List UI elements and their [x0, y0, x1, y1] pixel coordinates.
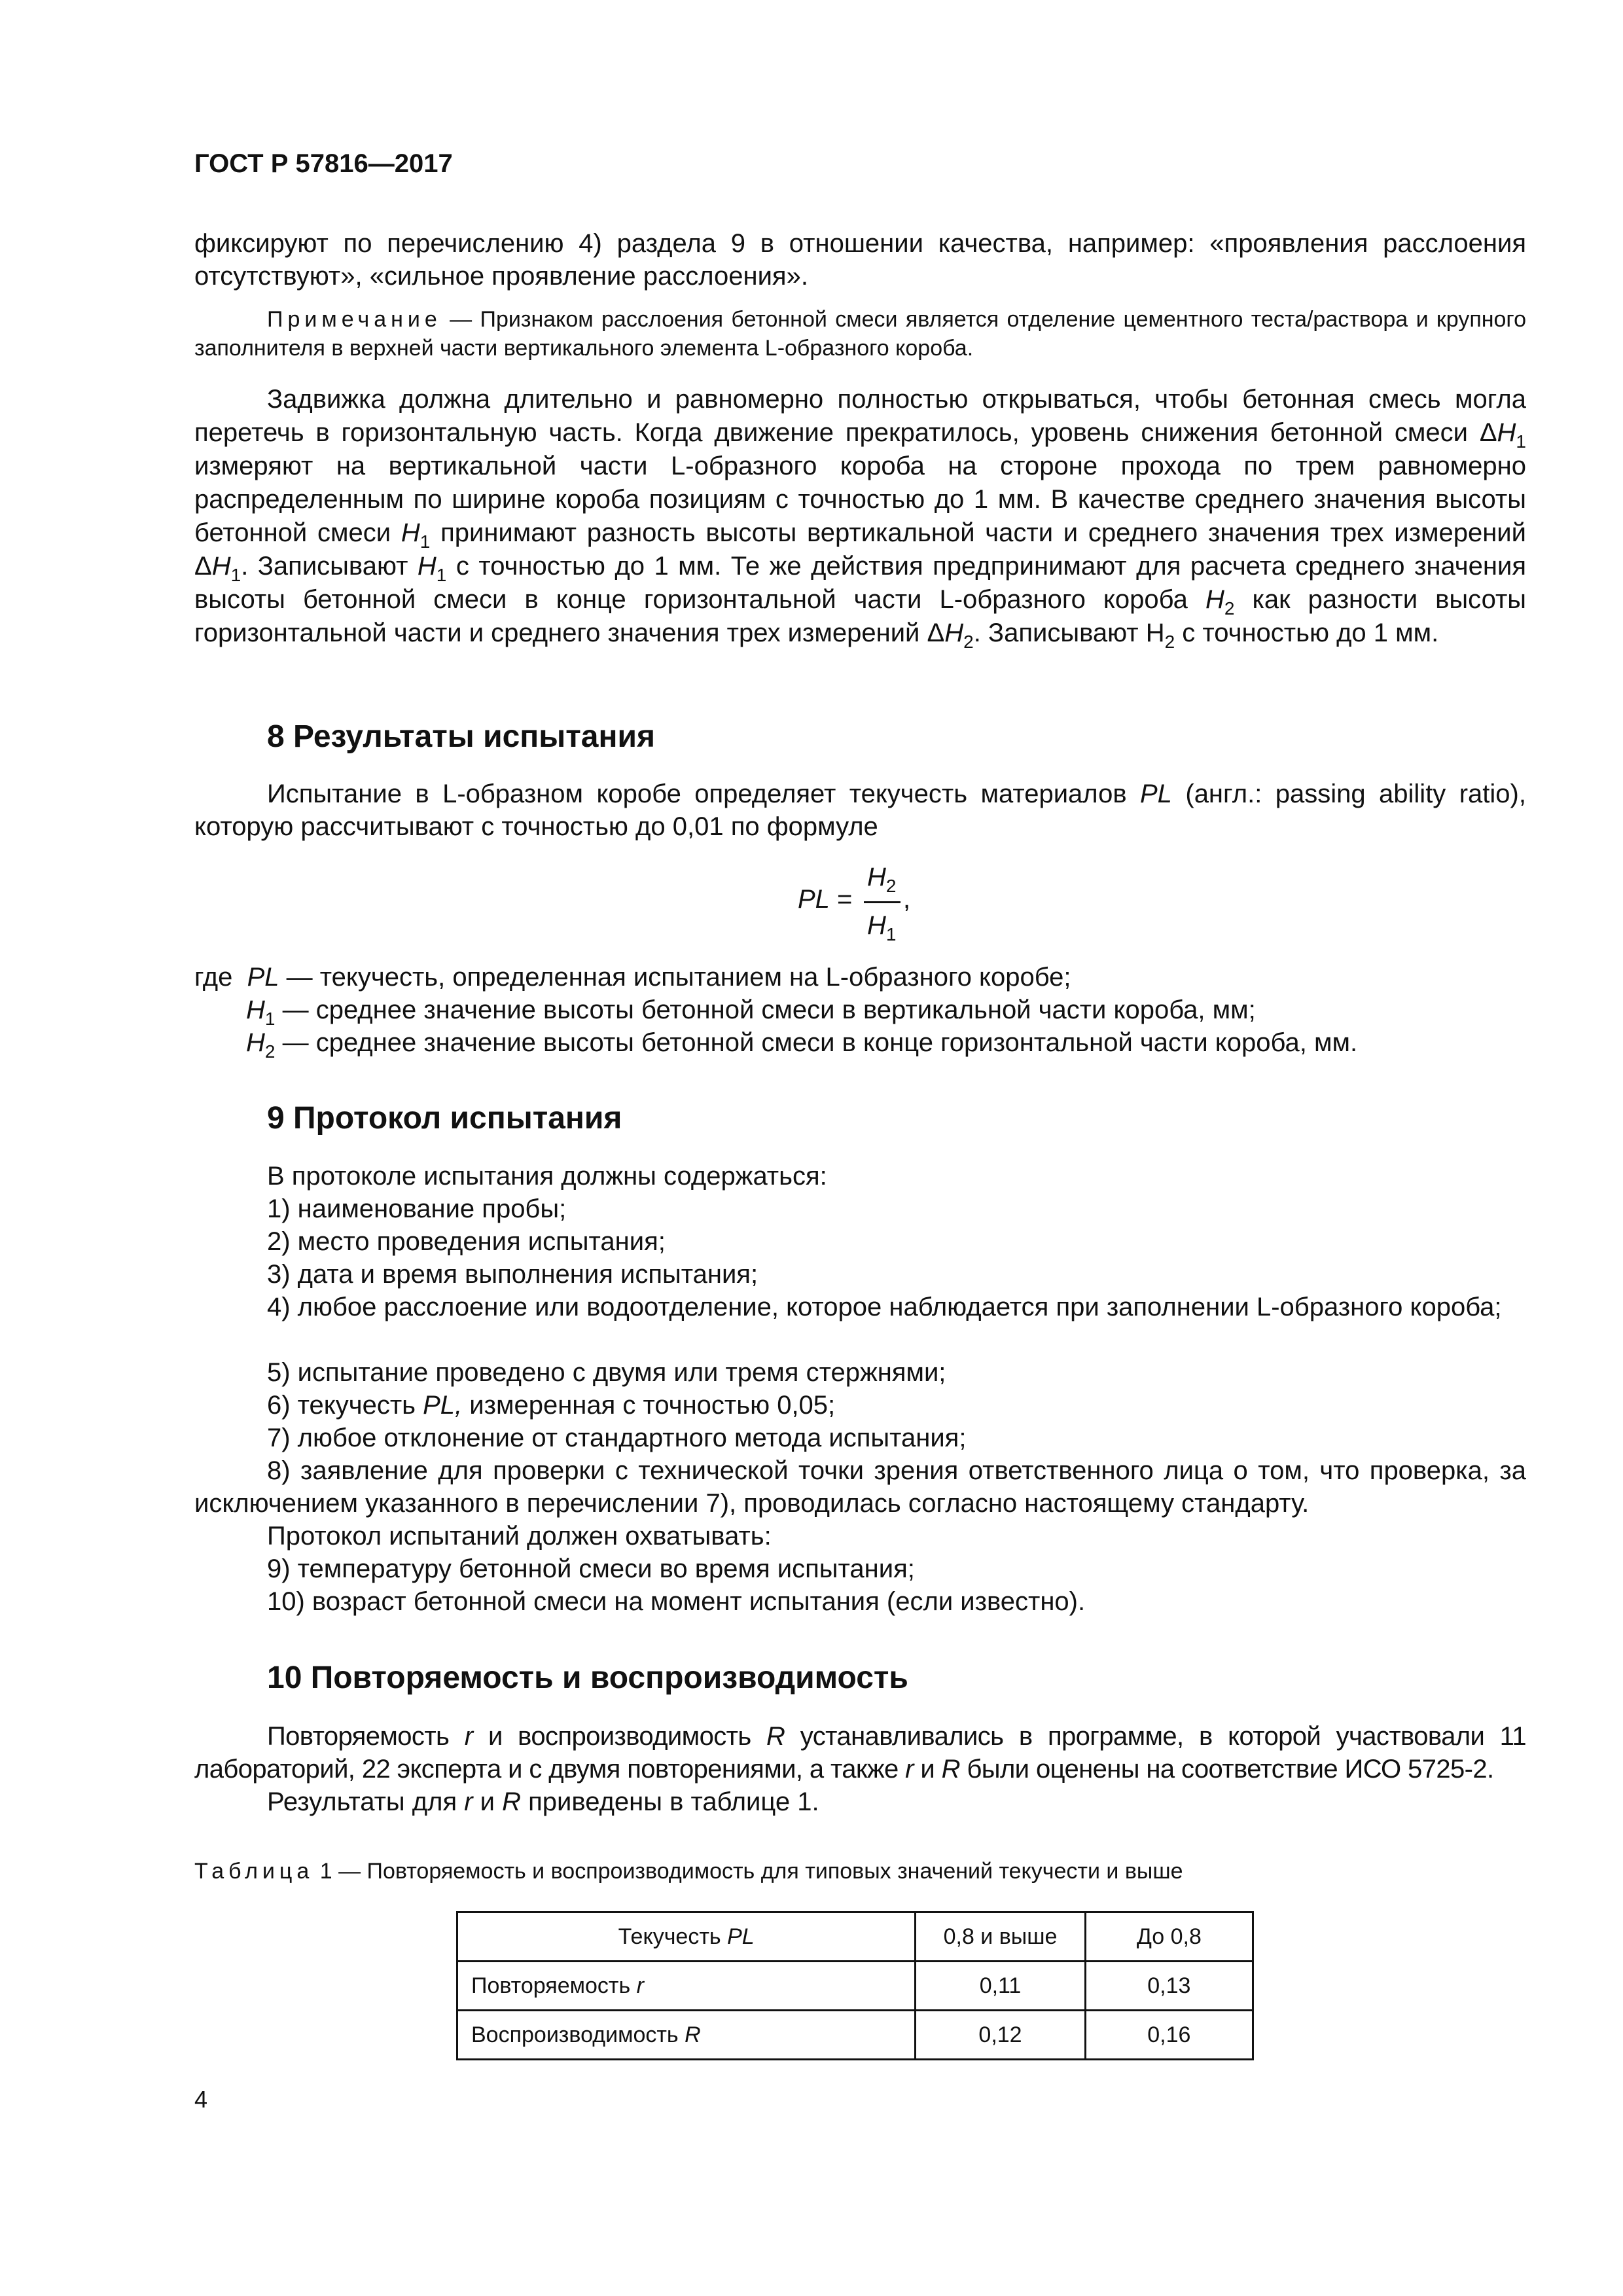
table-header-cell: 0,8 и выше	[916, 1912, 1085, 1962]
table-header-cell: Текучесть PL	[457, 1912, 916, 1962]
section-10-results: Результаты для r и R приведены в таблице 1.	[267, 1787, 819, 1816]
protocol-item-6: 6) текучесть PL, измеренная с точностью 0,05;	[267, 1391, 836, 1420]
table-cell: Повторяемость r	[457, 1962, 916, 2011]
protocol-item-9: 9) температуру бетонной смеси во время испытания;	[267, 1554, 915, 1583]
protocol-item-3: 3) дата и время выполнения испытания;	[267, 1260, 758, 1289]
section-8-title: 8 Результаты испытания	[267, 719, 655, 754]
note-text: — Признаком расслоения бетонной смеси является отделение цементного теста/раствора и крупного заполнителя в верхней части вертикального элемента L-образного короба.	[194, 307, 1526, 361]
protocol-item-10: 10) возраст бетонной смеси на момент испытания (если известно).	[267, 1587, 1086, 1616]
protocol-item-8: 8) заявление для проверки с технической точки зрения ответственного лица о том, что проверка, за исключением указанного в перечислении 7), проводилась согласно настоящему стандарту.	[194, 1456, 1526, 1518]
section-9-title: 9 Протокол испытания	[267, 1101, 622, 1136]
table-cell: 0,16	[1085, 2011, 1253, 2060]
table-row	[457, 2011, 1253, 2060]
protocol-item-5: 5) испытание проведено с двумя или тремя стержнями;	[267, 1358, 946, 1387]
section-9-intro-2: Протокол испытаний должен охватывать:	[267, 1522, 772, 1551]
definition-pl: где PL — текучесть, определенная испытанием на L-образного коробе;	[194, 963, 1071, 992]
table-cell: Воспроизводимость R	[457, 2011, 916, 2060]
table-caption: Таблица 1 — Повторяемость и воспроизводимость для типовых значений текучести и выше	[194, 1859, 1183, 1884]
table-cell: 0,13	[1085, 1962, 1253, 2011]
definition-h1: $H_1$ — среднее значение высоты бетонной смеси в вертикальной части короба, мм;	[246, 996, 1256, 1029]
protocol-item-1: 1) наименование пробы;	[267, 1194, 567, 1223]
table-cell: 0,11	[916, 1962, 1085, 2011]
section-8-paragraph: Испытание в L-образном коробе определяет текучесть материалов PL (англ.: passing ability ratio), которую рассчитывают с точностью до 0,01 по формуле	[194, 780, 1526, 841]
table-row	[457, 1962, 1253, 2011]
protocol-item-2: 2) место проведения испытания;	[267, 1227, 666, 1256]
paragraph-gate: Задвижка должна длительно и равномерно полностью открываться, чтобы бетонная смесь могла перетечь в горизонтальную часть. Когда движение прекратилось, уровень снижения бетонной смеси $\Delta H_1$ измеряют на вертикальной части L-образного короба на стороне прохода по трем равномерно распределенным по ширине короба позициям с точностью до 1 мм. В качестве среднего значения высоты бетонной смеси $H_1$ принимают разность высоты вертикальной части и среднего значения трех измерений $\Delta H_1$. Записывают $H_1$ с точностью до 1 мм. Те же действия предпринимают для расчета среднего значения высоты бетонной смеси в конце горизонтальной части L-образного короба $H_2$ как разности высоты горизонтальной части и среднего значения трех измерений $\Delta H_2$. Записывают $H_2$ с точностью до 1 мм.	[194, 385, 1527, 652]
section-10-paragraph: Повторяемость r и воспроизводимость R устанавливались в программе, в которой участвовали 11 лабораторий, 22 эксперта и с двумя повторениями, а также r и R были оценены на соответствие ИСО 5725-2.	[194, 1722, 1526, 1784]
document-header: ГОСТ Р 57816—2017	[194, 149, 453, 178]
paragraph-continuation: фиксируют по перечислению 4) раздела 9 в отношении качества, например: «проявления расслоения отсутствуют», «сильное проявление расслоения».	[194, 229, 1526, 291]
page-number: 4	[194, 2086, 208, 2113]
section-10-title: 10 Повторяемость и воспроизводимость	[267, 1660, 908, 1695]
note-label: Примечание	[267, 307, 442, 332]
table-row	[457, 1912, 1253, 1962]
definition-h2: $H_2$ — среднее значение высоты бетонной смеси в конце горизонтальной части короба, мм.	[246, 1028, 1358, 1062]
section-9-intro: В протоколе испытания должны содержаться:	[267, 1162, 827, 1191]
table-header-cell: До 0,8	[1085, 1912, 1253, 1962]
table-cell: 0,12	[916, 2011, 1085, 2060]
results-table	[456, 1911, 1254, 2060]
protocol-item-7: 7) любое отклонение от стандартного метода испытания;	[267, 1424, 967, 1452]
note	[194, 305, 1526, 363]
protocol-item-4: 4) любое расслоение или водоотделение, которое наблюдается при заполнении L-образного короба;	[267, 1293, 1502, 1321]
